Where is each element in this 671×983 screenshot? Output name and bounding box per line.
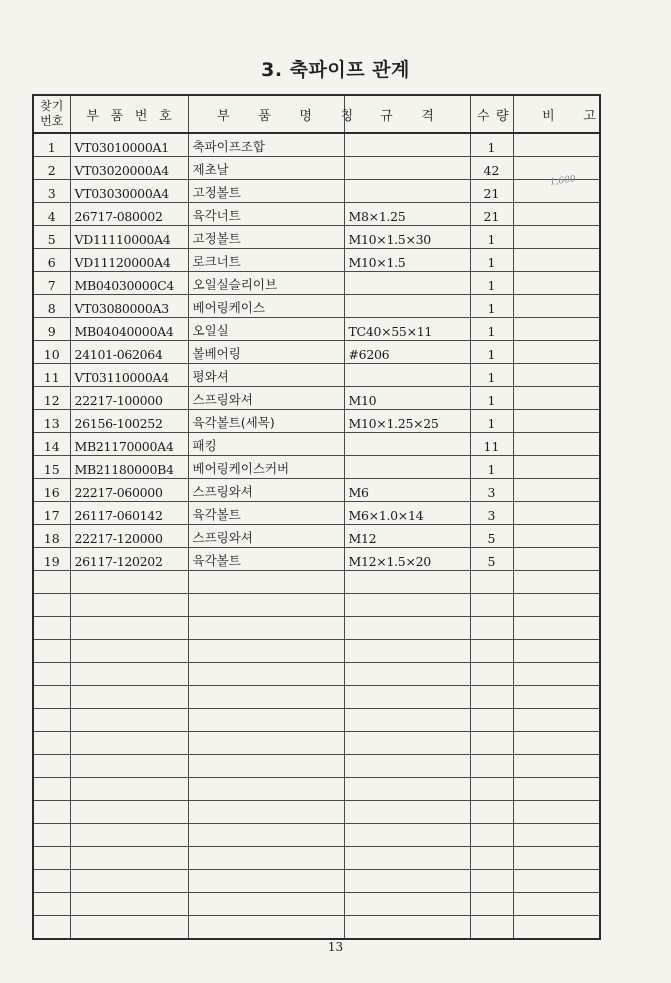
qty-cell: 42: [470, 157, 513, 180]
qty-cell: 1: [470, 341, 513, 364]
row-number-cell: 4: [33, 203, 70, 226]
row-number-cell: 3: [33, 180, 70, 203]
part-name-cell: 육각볼트: [188, 548, 344, 571]
empty-cell: [470, 801, 513, 824]
header-number-line1: 찾기: [40, 99, 64, 113]
empty-cell: [513, 571, 600, 594]
empty-cell: [70, 617, 188, 640]
part-number-cell: 22217-060000: [70, 479, 188, 502]
empty-cell: [470, 755, 513, 778]
empty-cell: [33, 732, 70, 755]
empty-cell: [513, 617, 600, 640]
header-number: [33, 95, 70, 133]
qty-cell: 5: [470, 548, 513, 571]
row-number-cell: 14: [33, 433, 70, 456]
part-name-cell: 베어링케이스: [188, 295, 344, 318]
empty-cell: [33, 709, 70, 732]
empty-cell: [513, 824, 600, 847]
empty-cell: [70, 709, 188, 732]
remarks-cell: [513, 479, 600, 502]
part-number-cell: 24101-062064: [70, 341, 188, 364]
qty-cell: 1: [470, 272, 513, 295]
row-number-cell: 10: [33, 341, 70, 364]
empty-table-row: [33, 893, 600, 916]
empty-cell: [470, 778, 513, 801]
remarks-cell: [513, 249, 600, 272]
empty-cell: [470, 916, 513, 940]
table-header-row: [33, 95, 600, 133]
empty-cell: [33, 571, 70, 594]
qty-cell: 11: [470, 433, 513, 456]
table-row: [33, 433, 600, 456]
part-name-cell: 고정볼트: [188, 180, 344, 203]
empty-cell: [513, 778, 600, 801]
empty-cell: [344, 663, 470, 686]
empty-cell: [344, 847, 470, 870]
empty-cell: [70, 594, 188, 617]
empty-table-row: [33, 686, 600, 709]
remarks-cell: [513, 295, 600, 318]
spec-cell: [344, 157, 470, 180]
empty-cell: [33, 686, 70, 709]
part-number-cell: VT03020000A4: [70, 157, 188, 180]
empty-cell: [70, 732, 188, 755]
empty-cell: [470, 640, 513, 663]
part-name-cell: 평와셔: [188, 364, 344, 387]
empty-table-row: [33, 617, 600, 640]
remarks-cell: [513, 410, 600, 433]
header-spec: 규격: [344, 95, 470, 133]
remarks-cell: [513, 272, 600, 295]
row-number-cell: 16: [33, 479, 70, 502]
header-part-number: 부품번호: [70, 95, 188, 133]
row-number-cell: 9: [33, 318, 70, 341]
table-row: [33, 226, 600, 249]
part-name-cell: 제초날: [188, 157, 344, 180]
row-number-cell: 12: [33, 387, 70, 410]
qty-cell: 1: [470, 456, 513, 479]
header-qty: 수량: [470, 95, 513, 133]
empty-cell: [33, 824, 70, 847]
part-name-cell: 축파이프조합: [188, 133, 344, 157]
empty-cell: [70, 870, 188, 893]
part-number-cell: VT03030000A4: [70, 180, 188, 203]
empty-cell: [70, 640, 188, 663]
empty-cell: [188, 870, 344, 893]
empty-cell: [344, 801, 470, 824]
part-number-cell: VT03010000A1: [70, 133, 188, 157]
empty-table-row: [33, 778, 600, 801]
empty-cell: [33, 663, 70, 686]
spec-cell: M12×1.5×20: [344, 548, 470, 571]
empty-cell: [344, 640, 470, 663]
remarks-cell: [513, 456, 600, 479]
table-row: [33, 295, 600, 318]
empty-cell: [33, 870, 70, 893]
row-number-cell: 1: [33, 133, 70, 157]
empty-cell: [188, 824, 344, 847]
spec-cell: #6206: [344, 341, 470, 364]
table-row: [33, 502, 600, 525]
empty-cell: [70, 755, 188, 778]
remarks-cell: [513, 525, 600, 548]
spec-cell: [344, 180, 470, 203]
spec-cell: [344, 295, 470, 318]
empty-cell: [344, 893, 470, 916]
spec-cell: [344, 456, 470, 479]
part-number-cell: VD11120000A4: [70, 249, 188, 272]
spec-cell: M10×1.5×30: [344, 226, 470, 249]
table-row: [33, 341, 600, 364]
row-number-cell: 8: [33, 295, 70, 318]
empty-cell: [188, 755, 344, 778]
part-name-cell: 육각너트: [188, 203, 344, 226]
part-name-cell: 고정볼트: [188, 226, 344, 249]
empty-cell: [513, 663, 600, 686]
table-row: [33, 249, 600, 272]
empty-table-row: [33, 801, 600, 824]
empty-cell: [70, 801, 188, 824]
remarks-cell: [513, 226, 600, 249]
empty-cell: [513, 755, 600, 778]
spec-cell: M12: [344, 525, 470, 548]
empty-cell: [33, 801, 70, 824]
empty-cell: [188, 709, 344, 732]
part-name-cell: 볼베어링: [188, 341, 344, 364]
empty-table-row: [33, 663, 600, 686]
empty-cell: [344, 870, 470, 893]
part-name-cell: 로크너트: [188, 249, 344, 272]
empty-cell: [33, 893, 70, 916]
empty-cell: [344, 732, 470, 755]
qty-cell: 1: [470, 318, 513, 341]
empty-cell: [70, 663, 188, 686]
parts-table: [32, 94, 625, 940]
part-name-cell: 육각볼트(세목): [188, 410, 344, 433]
empty-cell: [70, 893, 188, 916]
row-number-cell: 19: [33, 548, 70, 571]
part-name-cell: 패킹: [188, 433, 344, 456]
qty-cell: 1: [470, 249, 513, 272]
empty-cell: [513, 916, 600, 940]
qty-cell: 1: [470, 364, 513, 387]
part-name-cell: 스프링와셔: [188, 479, 344, 502]
remarks-cell: [513, 364, 600, 387]
part-number-cell: MB04030000C4: [70, 272, 188, 295]
row-number-cell: 6: [33, 249, 70, 272]
empty-cell: [33, 755, 70, 778]
table-row: [33, 387, 600, 410]
part-number-cell: MB04040000A4: [70, 318, 188, 341]
qty-cell: 5: [470, 525, 513, 548]
part-number-cell: 26117-120202: [70, 548, 188, 571]
row-number-cell: 13: [33, 410, 70, 433]
part-number-cell: VD11110000A4: [70, 226, 188, 249]
empty-cell: [188, 617, 344, 640]
page-title: 3. 축파이프 관계: [261, 59, 410, 81]
part-name-cell: 오일실: [188, 318, 344, 341]
spec-cell: [344, 272, 470, 295]
qty-cell: 21: [470, 203, 513, 226]
row-number-cell: 18: [33, 525, 70, 548]
empty-table-row: [33, 916, 600, 940]
empty-cell: [344, 686, 470, 709]
header-part-name: 부품명칭: [188, 95, 344, 133]
qty-cell: 21: [470, 180, 513, 203]
part-number-cell: VT03110000A4: [70, 364, 188, 387]
qty-cell: 1: [470, 226, 513, 249]
empty-cell: [70, 916, 188, 940]
empty-cell: [70, 847, 188, 870]
spec-cell: [344, 364, 470, 387]
handwritten-note: 1,600: [549, 174, 577, 188]
part-number-cell: 22217-120000: [70, 525, 188, 548]
row-number-cell: 15: [33, 456, 70, 479]
empty-cell: [344, 755, 470, 778]
part-name-cell: 베어링케이스커버: [188, 456, 344, 479]
empty-cell: [470, 663, 513, 686]
empty-cell: [470, 732, 513, 755]
empty-cell: [344, 778, 470, 801]
remarks-cell: [513, 341, 600, 364]
empty-cell: [513, 709, 600, 732]
empty-cell: [70, 824, 188, 847]
qty-cell: 3: [470, 502, 513, 525]
empty-cell: [513, 640, 600, 663]
empty-table-row: [33, 640, 600, 663]
row-number-cell: 7: [33, 272, 70, 295]
row-number-cell: 11: [33, 364, 70, 387]
table-row: [33, 410, 600, 433]
empty-table-row: [33, 594, 600, 617]
empty-cell: [70, 571, 188, 594]
empty-cell: [188, 594, 344, 617]
empty-cell: [344, 571, 470, 594]
spec-cell: TC40×55×11: [344, 318, 470, 341]
spec-cell: M10×1.5: [344, 249, 470, 272]
part-number-cell: VT03080000A3: [70, 295, 188, 318]
qty-cell: 1: [470, 410, 513, 433]
part-number-cell: MB21180000B4: [70, 456, 188, 479]
empty-cell: [513, 594, 600, 617]
table-row: [33, 180, 600, 203]
spec-cell: [344, 433, 470, 456]
empty-cell: [188, 732, 344, 755]
remarks-cell: [513, 502, 600, 525]
empty-table-row: [33, 709, 600, 732]
part-number-cell: 26156-100252: [70, 410, 188, 433]
table-row: [33, 318, 600, 341]
empty-cell: [188, 847, 344, 870]
empty-cell: [188, 916, 344, 940]
remarks-cell: [513, 318, 600, 341]
empty-cell: [188, 801, 344, 824]
empty-cell: [344, 594, 470, 617]
empty-cell: [513, 893, 600, 916]
empty-table-row: [33, 571, 600, 594]
part-number-cell: MB21170000A4: [70, 433, 188, 456]
empty-cell: [188, 893, 344, 916]
empty-cell: [470, 617, 513, 640]
remarks-cell: [513, 433, 600, 456]
empty-cell: [344, 824, 470, 847]
table-row: [33, 203, 600, 226]
row-number-cell: 5: [33, 226, 70, 249]
table-row: [33, 479, 600, 502]
spec-cell: M6×1.0×14: [344, 502, 470, 525]
table-row: [33, 272, 600, 295]
qty-cell: 1: [470, 387, 513, 410]
empty-table-row: [33, 824, 600, 847]
empty-cell: [188, 571, 344, 594]
empty-cell: [513, 732, 600, 755]
empty-table-row: [33, 870, 600, 893]
remarks-cell: [513, 387, 600, 410]
empty-cell: [470, 870, 513, 893]
empty-cell: [470, 594, 513, 617]
empty-cell: [33, 778, 70, 801]
table-row: [33, 364, 600, 387]
spec-cell: M10×1.25×25: [344, 410, 470, 433]
spec-cell: M8×1.25: [344, 203, 470, 226]
empty-table-row: [33, 847, 600, 870]
empty-cell: [33, 594, 70, 617]
table-row: [33, 456, 600, 479]
empty-cell: [470, 709, 513, 732]
empty-cell: [188, 640, 344, 663]
empty-cell: [513, 686, 600, 709]
empty-cell: [70, 686, 188, 709]
table-row: [33, 548, 600, 571]
empty-cell: [70, 778, 188, 801]
empty-cell: [470, 893, 513, 916]
empty-cell: [470, 571, 513, 594]
remarks-cell: [513, 203, 600, 226]
row-number-cell: 17: [33, 502, 70, 525]
table-row: [33, 157, 600, 180]
spec-cell: M6: [344, 479, 470, 502]
header-remarks: 비고: [513, 95, 600, 133]
empty-cell: [188, 686, 344, 709]
page-number: 13: [327, 940, 344, 954]
spec-cell: M10: [344, 387, 470, 410]
table-body: [33, 133, 600, 939]
empty-cell: [33, 847, 70, 870]
table-row: [33, 133, 600, 157]
part-number-cell: 22217-100000: [70, 387, 188, 410]
part-name-cell: 육각볼트: [188, 502, 344, 525]
qty-cell: 1: [470, 133, 513, 157]
empty-cell: [513, 847, 600, 870]
spec-cell: [344, 133, 470, 157]
part-name-cell: 스프링와셔: [188, 387, 344, 410]
qty-cell: 3: [470, 479, 513, 502]
part-number-cell: 26717-080002: [70, 203, 188, 226]
remarks-cell: [513, 548, 600, 571]
table-row: [33, 525, 600, 548]
empty-cell: [33, 617, 70, 640]
row-number-cell: 2: [33, 157, 70, 180]
empty-cell: [344, 617, 470, 640]
part-name-cell: 스프링와셔: [188, 525, 344, 548]
part-number-cell: 26117-060142: [70, 502, 188, 525]
empty-cell: [470, 847, 513, 870]
empty-cell: [33, 640, 70, 663]
empty-cell: [513, 870, 600, 893]
empty-table-row: [33, 755, 600, 778]
qty-cell: 1: [470, 295, 513, 318]
empty-cell: [344, 709, 470, 732]
empty-cell: [188, 663, 344, 686]
empty-table-row: [33, 732, 600, 755]
empty-cell: [344, 916, 470, 940]
part-name-cell: 오일실슬리이브: [188, 272, 344, 295]
remarks-cell: [513, 133, 600, 157]
empty-cell: [470, 824, 513, 847]
header-number-line2: 번호: [40, 114, 64, 128]
empty-cell: [188, 778, 344, 801]
empty-cell: [33, 916, 70, 940]
empty-cell: [470, 686, 513, 709]
empty-cell: [513, 801, 600, 824]
